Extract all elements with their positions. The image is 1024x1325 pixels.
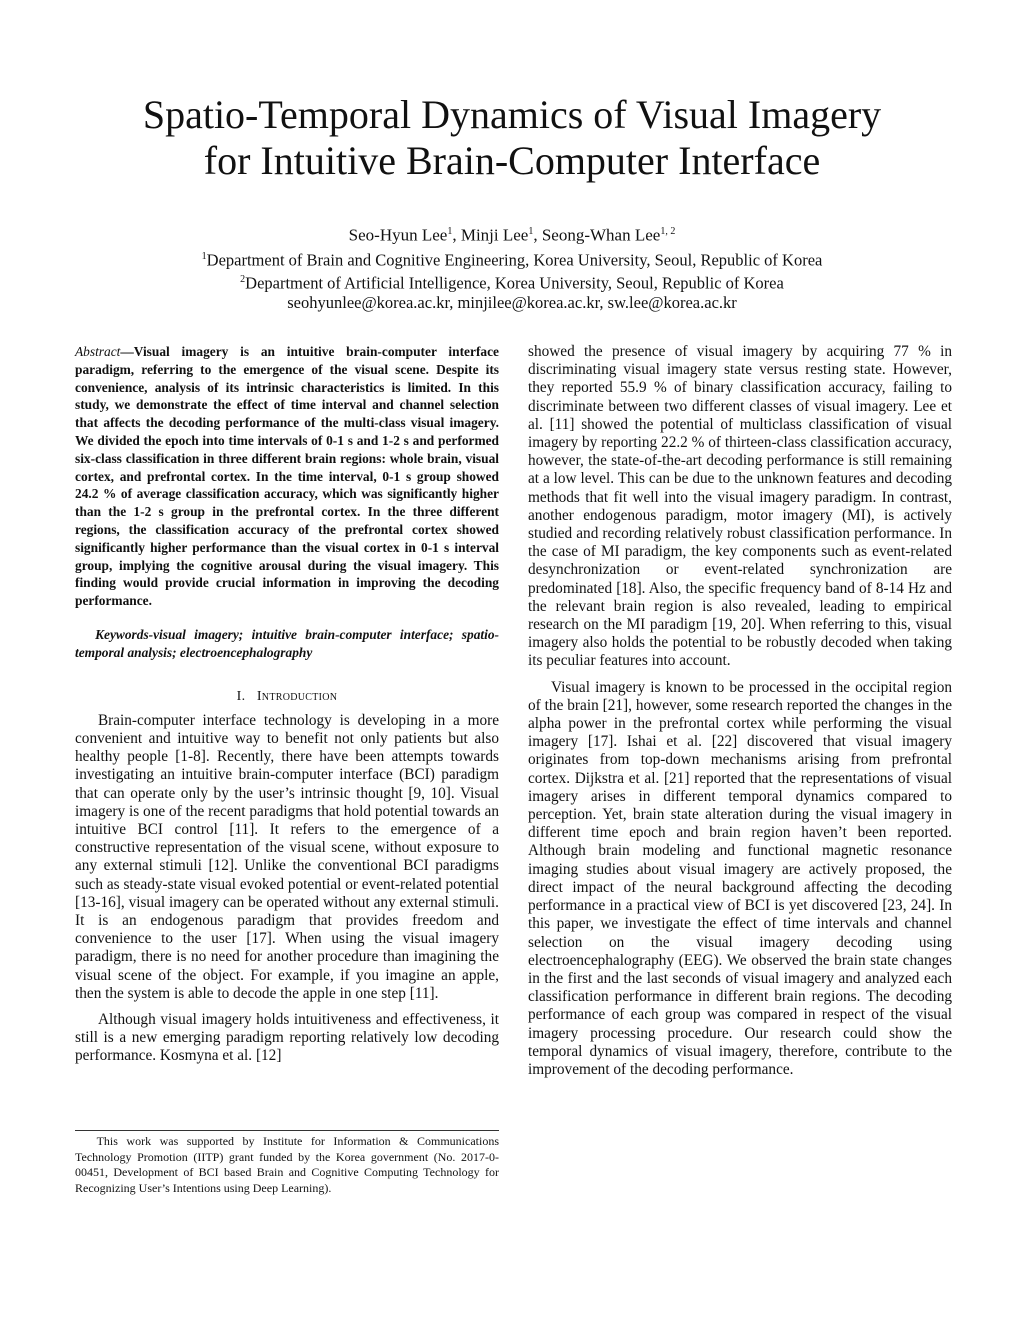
keywords: Keywords-visual imagery; intuitive brain-computer interface; spatio-temporal analysis; electroencephalography	[75, 626, 499, 660]
right-column	[528, 343, 952, 1079]
affiliation-2-text: Department of Artificial Intelligence, Korea University, Seoul, Republic of Korea	[245, 273, 784, 293]
intro-paragraph-1: Brain-computer interface technology is developing in a more convenient and intuitive way to benefit not only patients but also healthy people [1-8]. Recently, there have been attempts towards investigating an intuitive brain-computer interface (BCI) paradigm that can operate only by the user’s intrinsic thought [9, 10]. Visual imagery is one of the recent paradigms that hold potential towards an intuitive BCI control [11]. It refers to the emergence of a constructive representation of the visual scene, without exposure to any external stimuli [12]. Unlike the conventional BCI paradigms such as steady-state visual evoked potential or event-related potential [13-16], visual imagery can be operated without any external stimuli. It is an endogenous paradigm that provides freedom and convenience to the user [17]. When using the visual imagery paradigm, there is no need for another procedure than imagining the visual scene of the object. For example, if you imagine an apple, then the system is able to decode the apple in one step [11].	[75, 711, 499, 1002]
affiliation-1-mark: 1	[201, 251, 207, 263]
title-line-1: Spatio-Temporal Dynamics of Visual Imagery	[142, 92, 882, 137]
left-column	[75, 343, 499, 1066]
paper-title	[0, 92, 1024, 184]
author-1-affil: 1	[447, 226, 453, 237]
author-names	[0, 222, 1024, 245]
author-3-affil: 1, 2	[660, 226, 676, 237]
affiliation-1-text: Department of Brain and Cognitive Engineering, Korea University, Seoul, Republic of Korea	[206, 250, 823, 270]
author-1: Seo-Hyun Lee	[348, 225, 448, 245]
intro-paragraph-4: Visual imagery is known to be processed in the occipital region of the brain [21], however, some research reported the changes in the alpha power in the prefrontal cortex while performing the visual imagery [17]. Ishai et al. [22] discovered that visual imagery originates from top-down mechanisms arising from prefrontal cortex. Dijkstra et al. [21] reported that the representations of visual imagery arises in different temporal dynamics compared to perception. Yet, brain state alteration during the visual imagery in different time epoch and brain region haven’t been reported. Although brain modeling and functional magnetic resonance imaging studies about visual imagery are actively proposed, the direct impact of the neural background affecting the decoding performance in a practical view of BCI is yet discovered [23, 24]. In this paper, we investigate the effect of time intervals and channel selection on the visual imagery decoding using electroencephalography (EEG). We observed the brain state changes in the first and the last seconds of visual imagery and analyzed each classification performance in different brain regions. The decoding performance of each group was compared in respect of the visual imagery processing procedure. Our research could show the temporal dynamics of visual imagery, therefore, contribute to the improvement of the decoding performance.	[528, 678, 952, 1078]
intro-paragraph-3: showed the presence of visual imagery by acquiring 77 % in discriminating visual imagery state versus resting state. However, they reported 55.9 % of binary classification accuracy, failing to discriminate between two different classes of visual imagery. Lee et al. [11] showed the potential of multiclass classification of visual imagery by reporting 22.2 % of thirteen-class classification accuracy, however, the state-of-the-art decoding performance is still remaining at a low level. This can be due to the unknown features and decoding methods that fit well into the visual imagery paradigm. In contrast, another endogenous paradigm, motor imagery (MI), is actively studied and recording relatively robust classification performance. In the case of MI paradigm, the key components such as event-related desynchronization or event-related synchronization are predominated [18]. Also, the specific frequency band of 8-14 Hz and the relevant brain region is also revealed, leading to empirical research on the MI paradigm [19, 20]. When referring to this, visual imagery also holds the potential to be robustly decoded when taking its peculiar features into account.	[528, 343, 952, 670]
author-2: Minji Lee	[460, 225, 529, 245]
section-title: Introduction	[256, 688, 338, 704]
abstract-label: Abstract	[75, 344, 121, 359]
author-sep-1: ,	[452, 225, 461, 245]
abstract	[75, 343, 499, 610]
author-block	[0, 222, 1024, 313]
funding-footnote: This work was supported by Institute for Information & Communications Technology Promotion (IITP) grant funded by the Korea government (No. 2017-0-00451, Development of BCI based Brain and Cognitive Computing Technology for Recognizing User’s Intentions using Deep Learning).	[75, 1134, 499, 1195]
section-number: I.	[236, 688, 246, 704]
author-2-affil: 1	[528, 226, 534, 237]
abstract-text: Visual imagery is an intuitive brain-computer interface paradigm, referring to the emergence of the visual scene. Despite its convenience, analysis of its intrinsic characteristics is limited. In this study, we demonstrate the effect of time interval and channel selection that affects the decoding performance of the multi-class visual imagery. We divided the epoch into time intervals of 0-1 s and 1-2 s and performed six-class classification in three different brain regions: whole brain, visual cortex, and prefrontal cortex. In the time interval, 0-1 s group showed 24.2 % of average classification accuracy, which was significantly higher than the 1-2 s group in the prefrontal cortex. In the three different regions, the classification accuracy of the prefrontal cortex showed significantly higher performance than the visual cortex in 0-1 s interval group, implying the cognitive arousal during the visual imagery. This finding would provide crucial information in improving the decoding performance.	[75, 344, 499, 609]
footnote-divider	[75, 1130, 499, 1131]
author-emails: seohyunlee@korea.ac.kr, minjilee@korea.ac.kr, sw.lee@korea.ac.kr	[287, 293, 737, 313]
affiliation-2	[0, 270, 1024, 293]
abstract-dash: —	[120, 344, 134, 359]
affiliation-1	[0, 247, 1024, 270]
affiliation-2-mark: 2	[240, 274, 246, 286]
intro-paragraph-2: Although visual imagery holds intuitiveness and effectiveness, it still is a new emerging paradigm reporting relatively low decoding performance. Kosmyna et al. [12]	[75, 1011, 499, 1065]
author-3: Seong-Whan Lee	[541, 225, 661, 245]
author-sep-2: ,	[533, 225, 542, 245]
title-line-2: for Intuitive Brain-Computer Interface	[203, 138, 821, 183]
section-heading-introduction	[75, 688, 499, 706]
